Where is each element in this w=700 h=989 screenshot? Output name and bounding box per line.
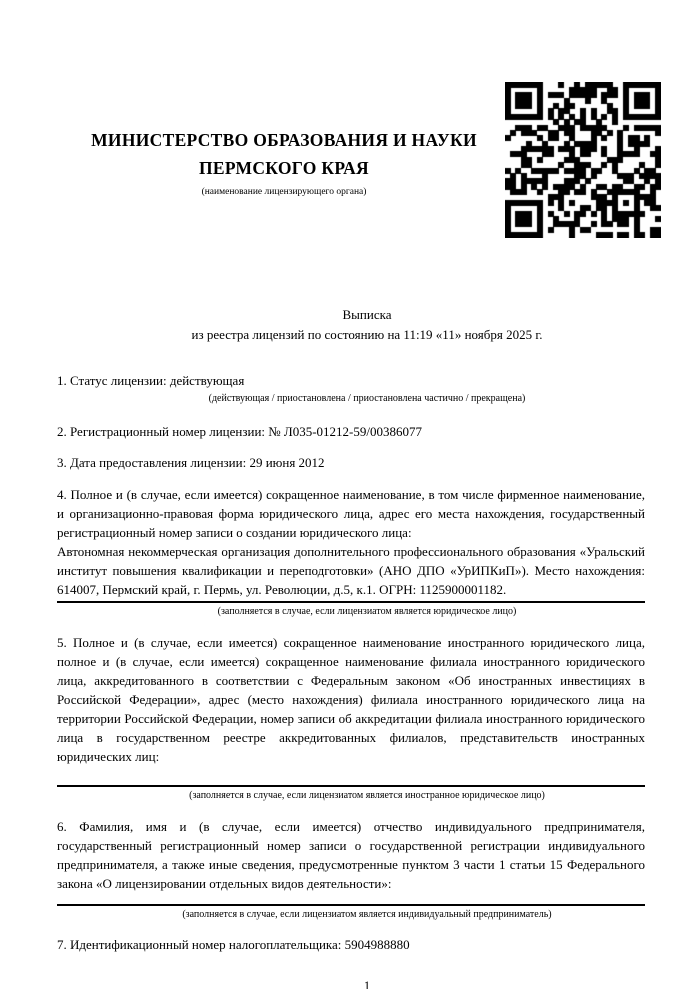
grant-date-text: 3. Дата предоставления лицензии: 29 июня 2012 xyxy=(57,455,325,470)
item-5-foreign-entity xyxy=(57,633,645,802)
licensing-authority-block xyxy=(63,126,505,199)
entrepreneur-note: (заполняется в случае, если лицензиатом является индивидуальный предприниматель) xyxy=(182,909,552,920)
license-status-options-note: (действующая / приостановлена / приостановлена частично / прекращена) xyxy=(208,393,526,404)
qr-code-icon xyxy=(505,82,661,238)
foreign-entity-note: (заполняется в случае, если лицензиатом является иностранное юридическое лицо) xyxy=(189,790,545,801)
page-number: 1 xyxy=(363,979,371,989)
entrepreneur-question: 6. Фамилия, имя и (в случае, если имеется) отчество индивидуального предпринимателя, государственный регистрационный номер записи о государственной регистрации индивидуального предпринимателя, а также иные сведения, предусмотренные пунктом 3 части 1 статьи 15 Федерального закона «О лицензировании отдельных видов деятельности»: xyxy=(57,819,645,891)
entrepreneur-answer-blank xyxy=(57,893,645,902)
document-header xyxy=(57,0,645,237)
legal-entity-question: 4. Полное и (в случае, если имеется) сокращенное наименование, в том числе фирменное наименование, и организационно-правовая форма юридического лица, адрес его места нахождения, государственный регистрационный номер записи о создании юридического лица: xyxy=(57,487,645,540)
licensing-authority-caption: (наименование лицензирующего органа) xyxy=(201,187,367,197)
item-1-license-status xyxy=(57,372,645,405)
document-body xyxy=(57,372,645,954)
item-6-individual-entrepreneur xyxy=(57,817,645,921)
registration-number-text: 2. Регистрационный номер лицензии: № Л035-01212-59/00386077 xyxy=(57,424,423,439)
separator-line xyxy=(57,601,645,603)
document-title xyxy=(73,305,661,345)
foreign-entity-question: 5. Полное и (в случае, если имеется) сокращенное наименование иностранного юридического лица, полное и (в случае, если имеется) сокращенное наименование филиала иностранного юридического лица, аккредитованного в соответствии с Федеральным законом «Об иностранных инвестициях в Российской Федерации», адрес (место нахождения) филиала иностранного юридического лица на территории Российской Федерации, номер записи об аккредитации филиала иностранного юридического лица в государственном реестре аккредитованных филиалов, представительств иностранных юридических лиц: xyxy=(57,635,645,764)
legal-entity-answer: Автономная некоммерческая организация дополнительного профессионального образования «Уральский институт повышения квалификации и переподготовки» (АНО ДПО «УрИПКиП»). Место нахождения: 614007, Пермский край, г. Пермь, ул. Революции, д.5, к.1. ОГРН: 1125900001182. xyxy=(57,544,645,597)
ministry-name-line1: МИНИСТЕРСТВО ОБРАЗОВАНИЯ И НАУКИ xyxy=(91,130,477,150)
item-2-registration-number xyxy=(57,423,645,441)
document-title-line1: Выписка xyxy=(342,307,392,322)
license-status-text: 1. Статус лицензии: действующая xyxy=(57,373,245,388)
separator-line xyxy=(57,904,645,906)
document-footer xyxy=(57,979,645,989)
foreign-entity-answer-blank xyxy=(57,766,645,783)
separator-line xyxy=(57,785,645,787)
item-7-taxpayer-id xyxy=(57,936,645,954)
legal-entity-note: (заполняется в случае, если лицензиатом является юридическое лицо) xyxy=(217,606,517,617)
item-4-legal-entity xyxy=(57,485,645,618)
item-3-grant-date xyxy=(57,454,645,472)
document-title-line2: из реестра лицензий по состоянию на 11:19 «11» ноября 2025 г. xyxy=(191,327,543,342)
ministry-name-line2: ПЕРМСКОГО КРАЯ xyxy=(199,158,369,178)
taxpayer-id-text: 7. Идентификационный номер налогоплательщика: 5904988880 xyxy=(57,937,410,952)
